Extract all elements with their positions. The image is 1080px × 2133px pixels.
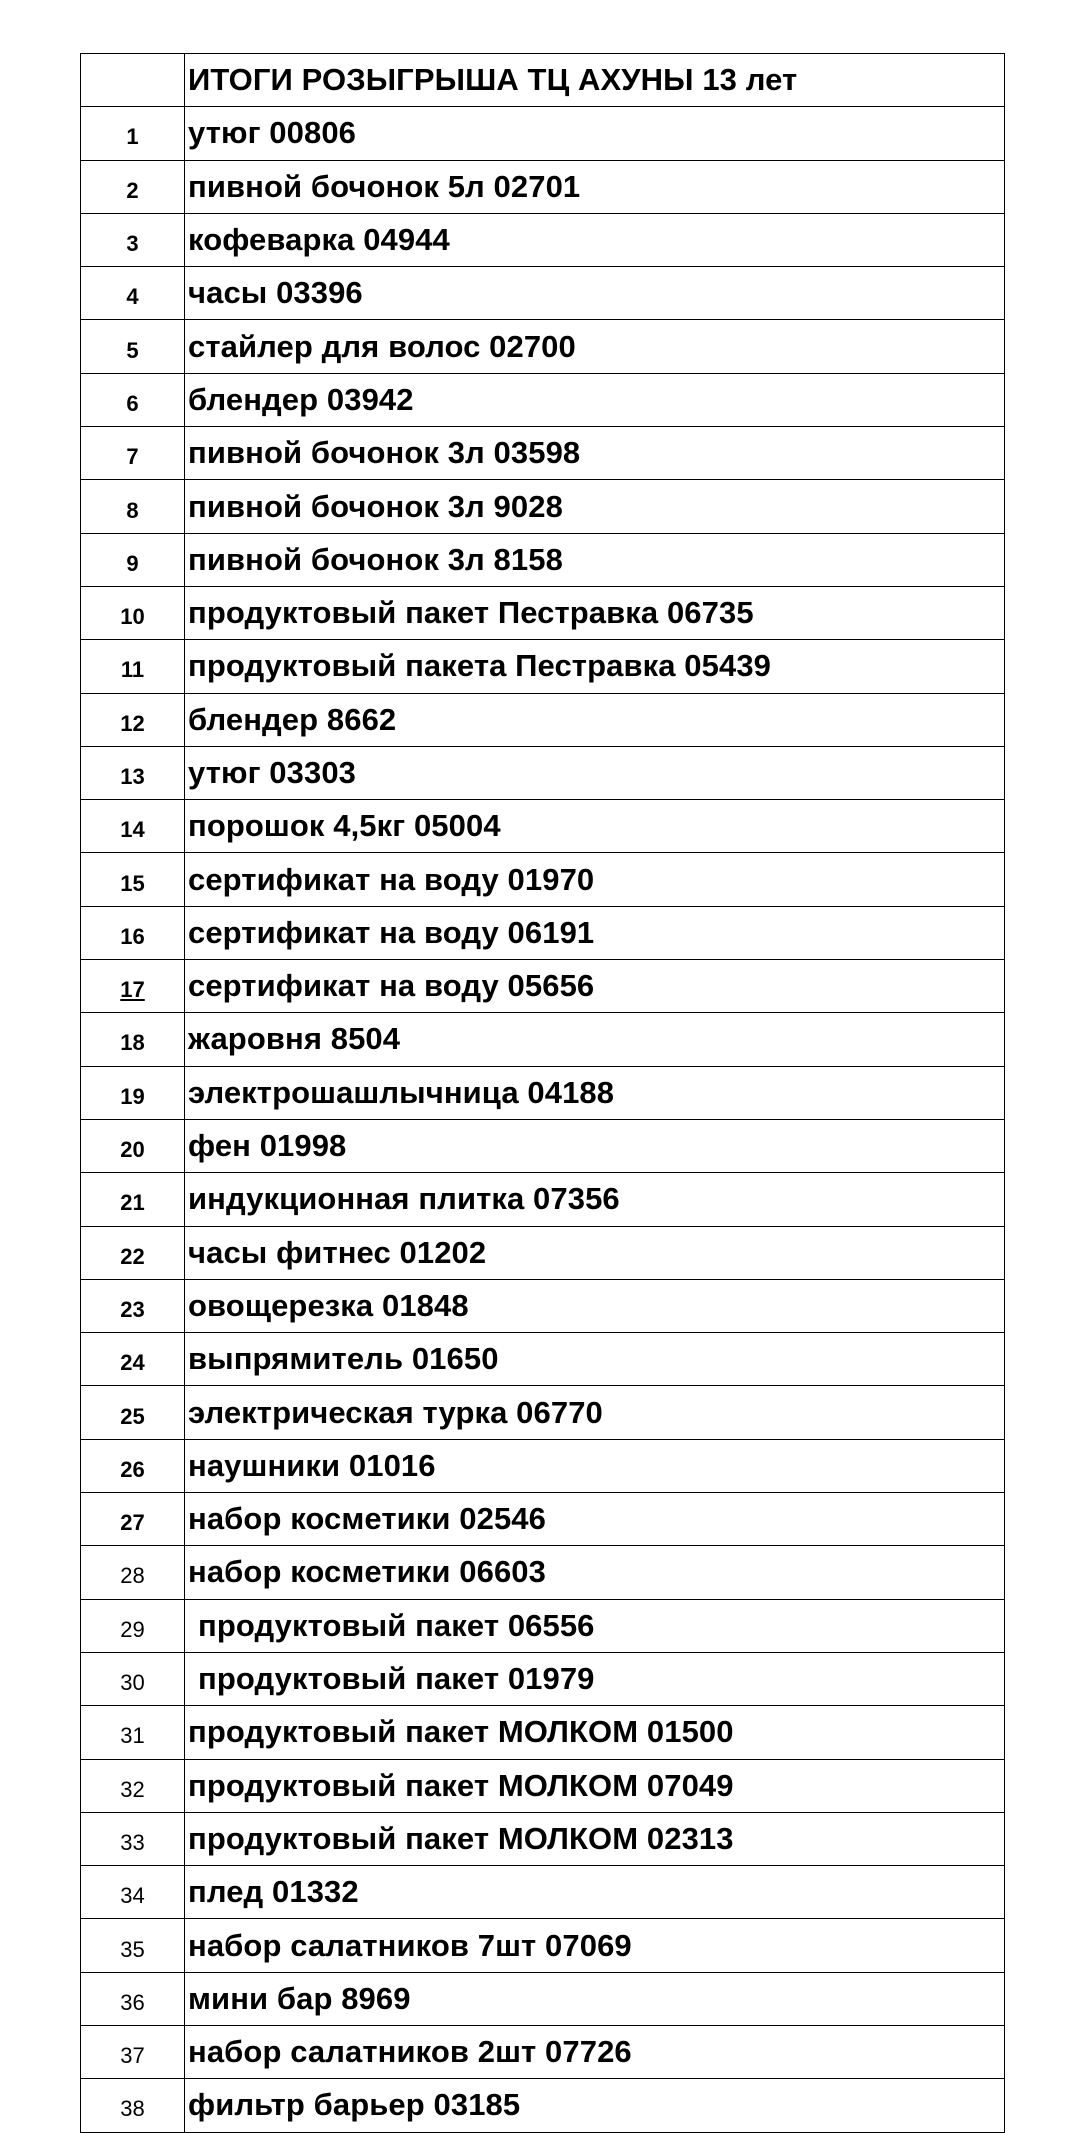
prize-cell: овощерезка 01848 xyxy=(185,1279,1005,1332)
table-row xyxy=(81,1759,1005,1812)
row-number-text: 13 xyxy=(120,764,145,789)
prize-cell: сертификат на воду 01970 xyxy=(185,853,1005,906)
table-row xyxy=(81,160,1005,213)
prize-cell: мини бар 8969 xyxy=(185,1972,1005,2025)
table-row xyxy=(81,320,1005,373)
table-header-row xyxy=(81,54,1005,107)
row-number-text: 4 xyxy=(126,284,139,310)
table-row xyxy=(81,1972,1005,2025)
prize-cell: продуктовый пакет МОЛКОМ 07049 xyxy=(185,1759,1005,1812)
row-number xyxy=(81,586,185,639)
prize-cell: выпрямитель 01650 xyxy=(185,1333,1005,1386)
prize-cell: часы фитнес 01202 xyxy=(185,1226,1005,1279)
prize-cell: утюг 03303 xyxy=(185,746,1005,799)
prize-cell: фильтр барьер 03185 xyxy=(185,2079,1005,2132)
table-row xyxy=(81,640,1005,693)
prize-cell: пивной бочонок 3л 03598 xyxy=(185,427,1005,480)
prize-cell: сертификат на воду 05656 xyxy=(185,960,1005,1013)
prize-cell: продуктовый пакет МОЛКОМ 01500 xyxy=(185,1706,1005,1759)
table-row xyxy=(81,213,1005,266)
prize-cell: блендер 8662 xyxy=(185,693,1005,746)
table-row xyxy=(81,960,1005,1013)
row-number-text: 29 xyxy=(120,1616,145,1642)
row-number xyxy=(81,267,185,320)
row-number-text: 14 xyxy=(120,817,145,843)
table-row xyxy=(81,1652,1005,1705)
table-row xyxy=(81,1279,1005,1332)
row-number xyxy=(81,1919,185,1972)
table-row xyxy=(81,1599,1005,1652)
prize-cell: продуктовый пакет 01979 xyxy=(185,1652,1005,1705)
prize-cell: пивной бочонок 3л 8158 xyxy=(185,533,1005,586)
table-row xyxy=(81,427,1005,480)
row-number xyxy=(81,1439,185,1492)
row-number xyxy=(81,1013,185,1066)
table-row xyxy=(81,2025,1005,2078)
table-row xyxy=(81,1812,1005,1865)
row-number xyxy=(81,1066,185,1119)
row-number xyxy=(81,320,185,373)
row-number xyxy=(81,800,185,853)
row-number xyxy=(81,213,185,266)
row-number-text: 19 xyxy=(120,1083,145,1109)
table-row xyxy=(81,746,1005,799)
row-number xyxy=(81,2025,185,2078)
row-number-text: 34 xyxy=(120,1883,145,1909)
row-number-text: 17 xyxy=(120,977,145,1003)
row-number-text: 5 xyxy=(126,337,139,363)
row-number-text: 38 xyxy=(120,2096,145,2122)
row-number-text: 35 xyxy=(120,1936,145,1962)
prize-cell: набор косметики 06603 xyxy=(185,1546,1005,1599)
row-number xyxy=(81,1599,185,1652)
table-row xyxy=(81,107,1005,160)
prize-cell: пивной бочонок 3л 9028 xyxy=(185,480,1005,533)
prize-cell: порошок 4,5кг 05004 xyxy=(185,800,1005,853)
table-row xyxy=(81,800,1005,853)
table-row xyxy=(81,906,1005,959)
prize-cell: продуктовый пакета Пестравка 05439 xyxy=(185,640,1005,693)
row-number-text: 1 xyxy=(126,124,139,150)
row-number xyxy=(81,2079,185,2132)
row-number xyxy=(81,1226,185,1279)
table-row xyxy=(81,1386,1005,1439)
row-number xyxy=(81,1812,185,1865)
row-number xyxy=(81,960,185,1013)
row-number-text: 37 xyxy=(120,2043,145,2069)
row-number-text: 3 xyxy=(126,231,139,257)
row-number-text: 6 xyxy=(126,390,139,416)
prize-cell: кофеварка 04944 xyxy=(185,213,1005,266)
prize-cell: индукционная плитка 07356 xyxy=(185,1173,1005,1226)
prize-cell: жаровня 8504 xyxy=(185,1013,1005,1066)
prize-cell: наушники 01016 xyxy=(185,1439,1005,1492)
row-number xyxy=(81,1279,185,1332)
row-number xyxy=(81,1173,185,1226)
table-row xyxy=(81,1173,1005,1226)
row-number-text: 36 xyxy=(120,1989,145,2015)
row-number-text: 22 xyxy=(120,1243,145,1269)
row-number-text: 26 xyxy=(120,1456,145,1482)
results-sheet xyxy=(80,53,1004,2133)
row-number-text: 16 xyxy=(120,923,145,949)
row-number-text: 15 xyxy=(120,870,145,896)
table-row xyxy=(81,1013,1005,1066)
prize-cell: электрическая турка 06770 xyxy=(185,1386,1005,1439)
table-row xyxy=(81,1439,1005,1492)
prize-cell: пивной бочонок 5л 02701 xyxy=(185,160,1005,213)
row-number-text: 27 xyxy=(120,1510,145,1536)
row-number-text: 7 xyxy=(126,444,139,470)
table-row xyxy=(81,373,1005,426)
row-number xyxy=(81,746,185,799)
row-number-text: 18 xyxy=(120,1030,145,1056)
prize-cell: сертификат на воду 06191 xyxy=(185,906,1005,959)
row-number xyxy=(81,1333,185,1386)
row-number xyxy=(81,693,185,746)
prize-cell: продуктовый пакет 06556 xyxy=(185,1599,1005,1652)
row-number-text: 30 xyxy=(120,1670,145,1696)
prize-cell: блендер 03942 xyxy=(185,373,1005,426)
table-row xyxy=(81,1333,1005,1386)
prize-cell: электрошашлычница 04188 xyxy=(185,1066,1005,1119)
table-row xyxy=(81,586,1005,639)
row-number-text: 12 xyxy=(120,710,145,736)
row-number xyxy=(81,1759,185,1812)
table-row xyxy=(81,1493,1005,1546)
row-number xyxy=(81,1386,185,1439)
table-row xyxy=(81,1546,1005,1599)
row-number xyxy=(81,1119,185,1172)
row-number-text: 11 xyxy=(120,657,145,683)
header-number-cell xyxy=(81,54,185,107)
row-number xyxy=(81,1706,185,1759)
table-row xyxy=(81,267,1005,320)
prize-cell: продуктовый пакет МОЛКОМ 02313 xyxy=(185,1812,1005,1865)
row-number xyxy=(81,1546,185,1599)
row-number xyxy=(81,1866,185,1919)
prize-cell: фен 01998 xyxy=(185,1119,1005,1172)
row-number xyxy=(81,640,185,693)
row-number-text: 33 xyxy=(120,1829,145,1855)
prize-cell: набор косметики 02546 xyxy=(185,1493,1005,1546)
row-number-text: 21 xyxy=(120,1190,145,1216)
table-row xyxy=(81,1706,1005,1759)
row-number xyxy=(81,373,185,426)
row-number xyxy=(81,853,185,906)
row-number xyxy=(81,1493,185,1546)
row-number-text: 32 xyxy=(120,1776,145,1802)
table-row xyxy=(81,1226,1005,1279)
table-title: ИТОГИ РОЗЫГРЫША ТЦ АХУНЫ 13 лет xyxy=(185,54,1005,107)
row-number-text: 24 xyxy=(120,1350,145,1376)
table-row xyxy=(81,853,1005,906)
row-number-text: 10 xyxy=(120,604,145,630)
row-number-text: 25 xyxy=(120,1403,145,1429)
prize-cell: утюг 00806 xyxy=(185,107,1005,160)
row-number xyxy=(81,427,185,480)
row-number xyxy=(81,1972,185,2025)
row-number-text: 20 xyxy=(120,1137,145,1163)
row-number-text: 9 xyxy=(126,550,139,576)
table-row xyxy=(81,480,1005,533)
table-row xyxy=(81,533,1005,586)
prize-cell: плед 01332 xyxy=(185,1866,1005,1919)
table-row xyxy=(81,2079,1005,2132)
results-table xyxy=(80,53,1005,2133)
row-number xyxy=(81,107,185,160)
table-row xyxy=(81,1119,1005,1172)
prize-cell: набор салатников 2шт 07726 xyxy=(185,2025,1005,2078)
row-number-text: 8 xyxy=(126,497,139,523)
table-row xyxy=(81,1919,1005,1972)
row-number-text: 2 xyxy=(126,177,139,203)
row-number xyxy=(81,533,185,586)
prize-cell: часы 03396 xyxy=(185,267,1005,320)
table-row xyxy=(81,1066,1005,1119)
row-number xyxy=(81,480,185,533)
row-number-text: 23 xyxy=(120,1296,145,1322)
row-number xyxy=(81,906,185,959)
prize-cell: стайлер для волос 02700 xyxy=(185,320,1005,373)
row-number-text: 31 xyxy=(120,1723,145,1749)
row-number xyxy=(81,1652,185,1705)
table-row xyxy=(81,693,1005,746)
prize-cell: набор салатников 7шт 07069 xyxy=(185,1919,1005,1972)
prize-cell: продуктовый пакет Пестравка 06735 xyxy=(185,586,1005,639)
table-row xyxy=(81,1866,1005,1919)
row-number xyxy=(81,160,185,213)
row-number-text: 28 xyxy=(120,1563,145,1589)
